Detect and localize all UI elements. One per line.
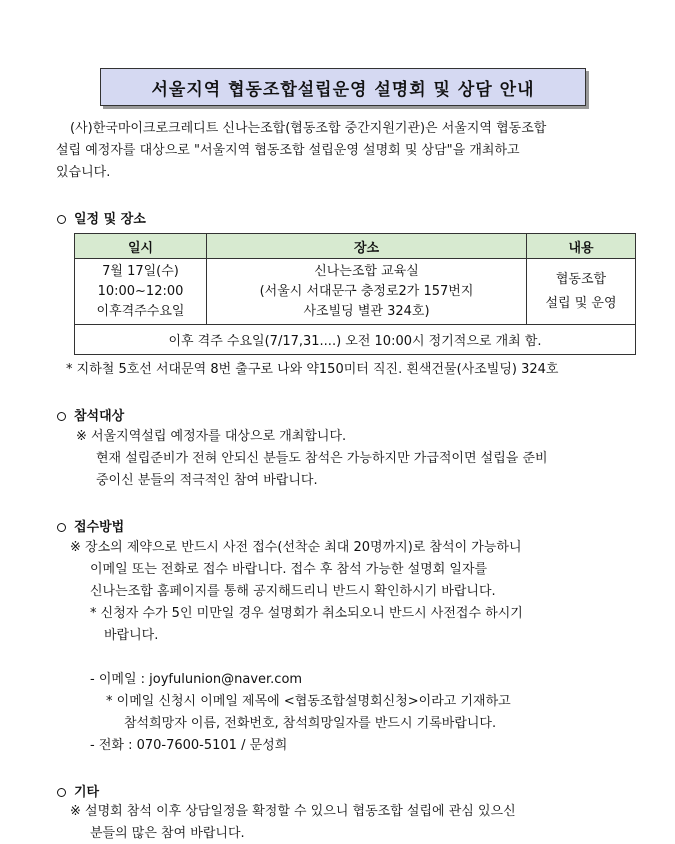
registration-line-5: 바랍니다.	[104, 628, 159, 643]
schedule-heading	[57, 208, 146, 227]
time-line: 10:00~12:00	[97, 283, 184, 299]
registration-line-1: ※ 장소의 제약으로 반드시 사전 접수(선착순 최대 20명까지)로 참석이 가능하니	[70, 540, 522, 555]
schedule-footer-row: 이후 격주 수요일(7/17,31....) 오전 10:00시 정기적으로 개최 함.	[75, 325, 636, 355]
registration-heading	[57, 516, 124, 535]
schedule-note: * 지하철 5호선 서대문역 8번 출구로 나와 약150미터 직진. 흰색건물(사조빌딩) 324호	[66, 362, 559, 377]
registration-heading-text: 접수방법	[74, 520, 125, 535]
intro-line-1: (사)한국마이크로크레디트 신나는조합(협동조합 중간지원기관)은 서울지역 협동조합	[70, 121, 547, 136]
place-line-2: (서울시 서대문구 충정로2가 157번지	[259, 283, 474, 299]
email-note-1: * 이메일 신청시 이메일 제목에 <협동조합설명회신청>이라고 기재하고	[106, 694, 511, 709]
etc-heading	[57, 781, 99, 800]
header-place: 장소	[207, 234, 527, 259]
circle-bullet-icon	[57, 215, 66, 224]
recurrence-line: 이후격주수요일	[96, 303, 185, 319]
attendees-line-2: 현재 설립준비가 전혀 안되신 분들도 참석은 가능하지만 가급적이면 설립을 준비	[96, 451, 548, 466]
cell-date	[75, 259, 207, 325]
circle-bullet-icon	[57, 788, 66, 797]
place-line-3: 사조빌딩 별관 324호)	[303, 303, 430, 319]
attendees-line-3: 중이신 분들의 적극적인 참여 바랍니다.	[96, 473, 318, 488]
schedule-table	[74, 233, 636, 355]
etc-heading-text: 기타	[74, 785, 100, 800]
schedule-heading-text: 일정 및 장소	[74, 212, 146, 227]
header-date: 일시	[75, 234, 207, 259]
phone-line: - 전화 : 070-7600-5101 / 문성희	[90, 738, 288, 753]
etc-line-1: ※ 설명회 참석 이후 상담일정을 확정할 수 있으니 협동조합 설립에 관심 있으신	[70, 804, 516, 819]
content-line-2: 설립 및 운영	[545, 295, 617, 311]
place-line-1: 신나는조합 교육실	[314, 263, 419, 279]
email-note-2: 참석희망자 이름, 전화번호, 참석희망일자를 반드시 기록바랍니다.	[124, 716, 497, 731]
circle-bullet-icon	[57, 523, 66, 532]
registration-line-2: 이메일 또는 전화로 접수 바랍니다. 접수 후 참석 가능한 설명회 일자를	[90, 562, 488, 577]
attendees-heading-text: 참석대상	[74, 409, 125, 424]
attendees-heading	[57, 405, 124, 424]
registration-line-3: 신나는조합 홈페이지를 통해 공지해드리니 반드시 확인하시기 바랍니다.	[90, 584, 496, 599]
intro-line-2: 설립 예정자를 대상으로 "서울지역 협동조합 설립운영 설명회 및 상담"을 개최하고	[56, 143, 520, 158]
registration-line-4: * 신청자 수가 5인 미만일 경우 설명회가 취소되오니 반드시 사전접수 하시기	[90, 606, 523, 621]
circle-bullet-icon	[57, 412, 66, 421]
date-line: 7월 17일(수)	[102, 263, 179, 279]
header-content: 내용	[527, 234, 636, 259]
attendees-line-1: ※ 서울지역설립 예정자를 대상으로 개최합니다.	[76, 429, 347, 444]
content-line-1: 협동조합	[555, 271, 607, 287]
etc-line-2: 분들의 많은 참여 바랍니다.	[90, 826, 245, 841]
email-line: - 이메일 : joyfulunion@naver.com	[90, 672, 303, 687]
document-title: 서울지역 협동조합설립운영 설명회 및 상담 안내	[100, 68, 586, 106]
cell-content	[527, 259, 636, 325]
intro-line-3: 있습니다.	[56, 165, 111, 180]
cell-place	[207, 259, 527, 325]
